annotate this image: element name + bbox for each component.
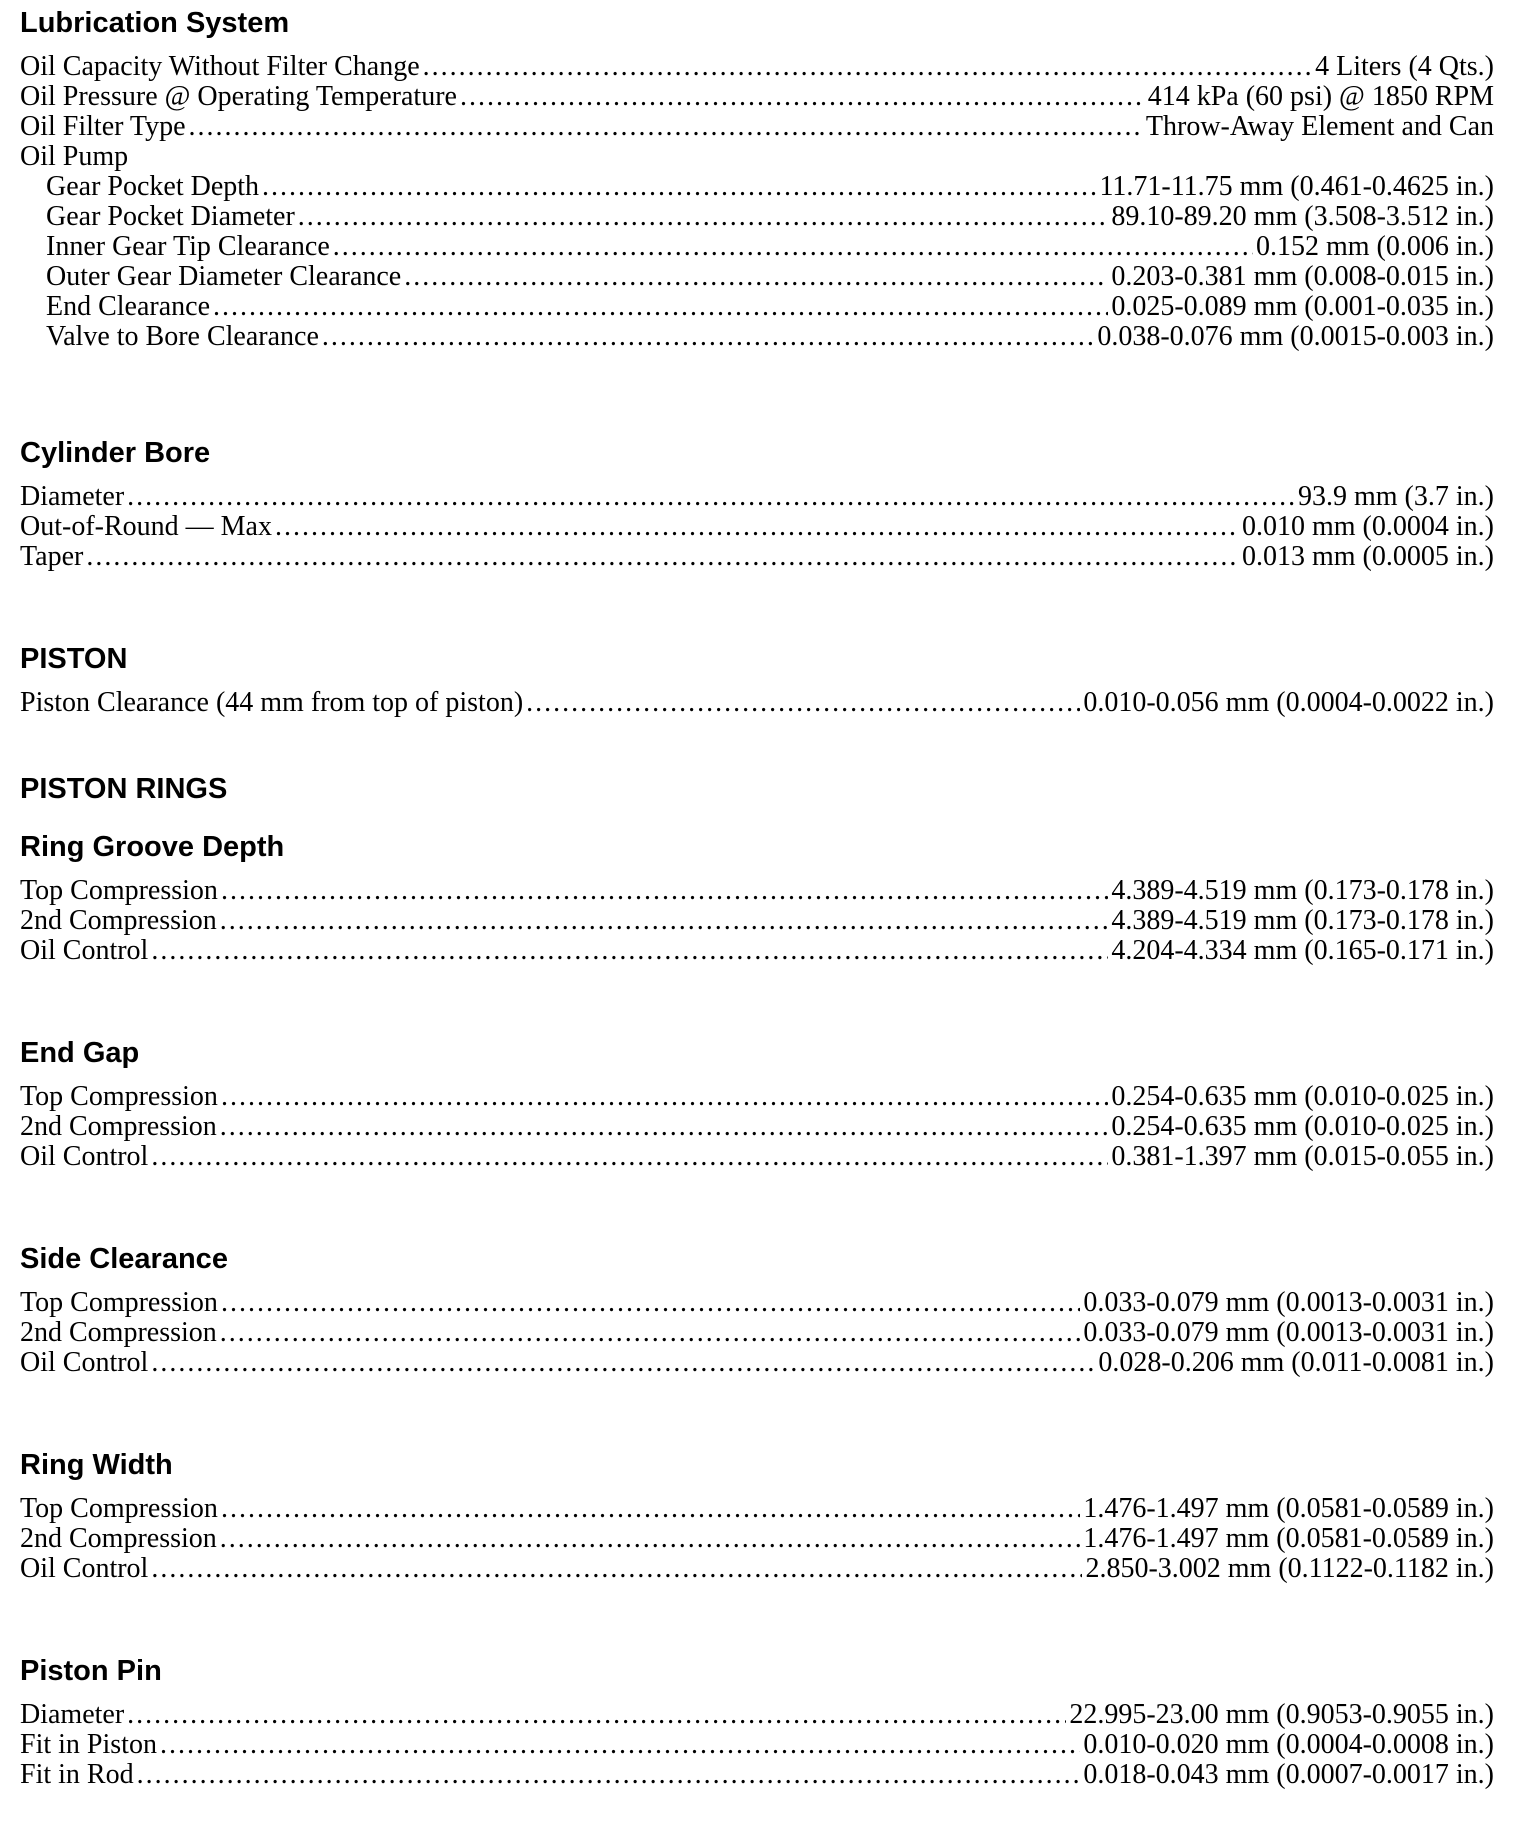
spec-row [20,1524,1494,1554]
dot-leader [220,906,1109,936]
spec-row [20,322,1494,352]
spec-value: 0.203-0.381 mm (0.008-0.015 in.) [1111,261,1494,292]
ring-width-heading: Ring Width [20,1449,173,1481]
dot-leader [526,688,1080,718]
spec-row [20,82,1494,112]
dot-leader [151,936,1108,966]
piston-pin-spec-list [20,1700,1494,1790]
spec-value: 22.995-23.00 mm (0.9053-0.9055 in.) [1069,1699,1494,1730]
spec-value: 0.010-0.056 mm (0.0004-0.0022 in.) [1083,687,1494,718]
spec-value: 89.10-89.20 mm (3.508-3.512 in.) [1111,201,1494,232]
dot-leader [298,202,1109,232]
spec-label: Top Compression [20,1287,218,1318]
spec-value: Throw-Away Element and Can [1145,111,1494,142]
spec-label: 2nd Compression [20,1111,217,1142]
spec-row [20,1318,1494,1348]
dot-leader [404,262,1108,292]
spec-label: 2nd Compression [20,1317,217,1348]
spec-value: 2.850-3.002 mm (0.1122-0.1182 in.) [1085,1553,1494,1584]
spec-row [20,1348,1494,1378]
spec-row [20,876,1494,906]
spec-row [20,542,1494,572]
side-clearance-heading: Side Clearance [20,1243,228,1275]
spec-label: Diameter [20,481,125,512]
spec-row [20,232,1494,262]
dot-leader [220,1524,1081,1554]
spec-value: 0.254-0.635 mm (0.010-0.025 in.) [1111,1081,1494,1112]
dot-leader [160,1730,1080,1760]
dot-leader [127,1700,1066,1730]
spec-value: 0.028-0.206 mm (0.011-0.0081 in.) [1098,1347,1494,1378]
spec-label: Oil Control [20,1553,149,1584]
spec-row [20,512,1494,542]
dot-leader [151,1554,1082,1584]
spec-label: Diameter [20,1699,125,1730]
end-gap-subsection [20,1036,1494,1172]
spec-value: 0.152 mm (0.006 in.) [1256,231,1494,262]
spec-value: 93.9 mm (3.7 in.) [1298,481,1494,512]
lubrication-heading: Lubrication System [20,7,290,39]
spec-row [20,936,1494,966]
piston-section [20,642,1494,718]
spec-label: Out-of-Round — Max [20,511,272,542]
spec-value: 4.389-4.519 mm (0.173-0.178 in.) [1111,905,1494,936]
spec-label: Oil Control [20,1347,149,1378]
spec-value: 4.389-4.519 mm (0.173-0.178 in.) [1111,875,1494,906]
spec-row [20,1730,1494,1760]
spec-label: Oil Control [20,1141,149,1172]
spec-row [20,172,1494,202]
spec-row [20,292,1494,322]
dot-leader [127,482,1295,512]
dot-leader [137,1760,1081,1790]
dot-leader [423,52,1313,82]
spec-label: Gear Pocket Diameter [46,201,295,232]
dot-leader [262,172,1096,202]
dot-leader [189,112,1143,142]
dot-leader [333,232,1253,262]
spec-row [20,1142,1494,1172]
spec-value: 0.018-0.043 mm (0.0007-0.0017 in.) [1083,1759,1494,1790]
spec-row [20,1288,1494,1318]
spec-row [20,1700,1494,1730]
spec-value: 0.025-0.089 mm (0.001-0.035 in.) [1111,291,1494,322]
spec-value: 414 kPa (60 psi) @ 1850 RPM [1147,81,1494,112]
dot-leader [322,322,1094,352]
piston-rings-heading: PISTON RINGS [20,773,228,805]
piston-pin-heading: Piston Pin [20,1655,162,1687]
end-gap-heading: End Gap [20,1037,140,1069]
spec-label: Oil Capacity Without Filter Change [20,51,420,82]
side-clearance-subsection [20,1242,1494,1378]
dot-leader [151,1142,1108,1172]
cylinder-bore-section [20,436,1494,572]
ring-groove-depth-subsection [20,830,1494,966]
spec-row [20,1112,1494,1142]
dot-leader [220,1112,1109,1142]
dot-leader [221,1288,1080,1318]
lubrication-spec-list [20,52,1494,352]
oil-pump-group-label: Oil Pump [20,141,129,172]
spec-row [20,906,1494,936]
spec-label: 2nd Compression [20,905,217,936]
spec-label: End Clearance [46,291,211,322]
end-gap-spec-list [20,1082,1494,1172]
ring-width-subsection [20,1448,1494,1584]
dot-leader [221,876,1108,906]
spec-label: Piston Clearance (44 mm from top of piston) [20,687,524,718]
spec-label: 2nd Compression [20,1523,217,1554]
cylinder-bore-heading: Cylinder Bore [20,437,211,469]
piston-heading: PISTON [20,643,128,675]
spec-value: 0.033-0.079 mm (0.0013-0.0031 in.) [1083,1287,1494,1318]
spec-label: Oil Filter Type [20,111,186,142]
side-clearance-spec-list [20,1288,1494,1378]
spec-label: Fit in Rod [20,1759,134,1790]
spec-label: Top Compression [20,1081,218,1112]
spec-label: Fit in Piston [20,1729,157,1760]
dot-leader [221,1494,1080,1524]
lubrication-section [20,6,1494,352]
spec-label: Oil Control [20,935,149,966]
piston-spec-list [20,688,1494,718]
dot-leader [275,512,1239,542]
spec-row [20,262,1494,292]
spec-row [20,202,1494,232]
ring-groove-depth-spec-list [20,876,1494,966]
dot-leader [221,1082,1108,1112]
spec-value: 0.033-0.079 mm (0.0013-0.0031 in.) [1083,1317,1494,1348]
spec-label: Gear Pocket Depth [46,171,260,202]
spec-row [20,112,1494,142]
spec-document [20,0,1494,1790]
spec-label: Valve to Bore Clearance [46,321,319,352]
dot-leader [213,292,1108,322]
piston-pin-section [20,1654,1494,1790]
spec-value: 0.381-1.397 mm (0.015-0.055 in.) [1111,1141,1494,1172]
spec-label: Top Compression [20,1493,218,1524]
spec-value: 0.010-0.020 mm (0.0004-0.0008 in.) [1083,1729,1494,1760]
spec-value: 1.476-1.497 mm (0.0581-0.0589 in.) [1083,1493,1494,1524]
ring-width-spec-list [20,1494,1494,1584]
spec-value: 0.038-0.076 mm (0.0015-0.003 in.) [1097,321,1494,352]
piston-rings-section [20,772,1494,1584]
spec-value: 4 Liters (4 Qts.) [1315,51,1494,82]
spec-value: 0.254-0.635 mm (0.010-0.025 in.) [1111,1111,1494,1142]
spec-row [20,688,1494,718]
spec-value: 0.010 mm (0.0004 in.) [1242,511,1494,542]
spec-value: 4.204-4.334 mm (0.165-0.171 in.) [1111,935,1494,966]
dot-leader [86,542,1239,572]
ring-groove-depth-heading: Ring Groove Depth [20,831,285,863]
spec-label: Oil Pressure @ Operating Temperature [20,81,457,112]
spec-row [20,1082,1494,1112]
spec-label: Top Compression [20,875,218,906]
dot-leader [151,1348,1095,1378]
spec-value: 0.013 mm (0.0005 in.) [1242,541,1494,572]
dot-leader [220,1318,1081,1348]
spec-value: 1.476-1.497 mm (0.0581-0.0589 in.) [1083,1523,1494,1554]
spec-row [20,1494,1494,1524]
spec-row [20,482,1494,512]
spec-row [20,52,1494,82]
spec-label: Inner Gear Tip Clearance [46,231,330,262]
spec-label: Taper [20,541,84,572]
spec-row [20,1554,1494,1584]
dot-leader [460,82,1145,112]
cylinder-bore-spec-list [20,482,1494,572]
spec-row [20,1760,1494,1790]
spec-value: 11.71-11.75 mm (0.461-0.4625 in.) [1099,171,1494,202]
spec-label: Outer Gear Diameter Clearance [46,261,402,292]
